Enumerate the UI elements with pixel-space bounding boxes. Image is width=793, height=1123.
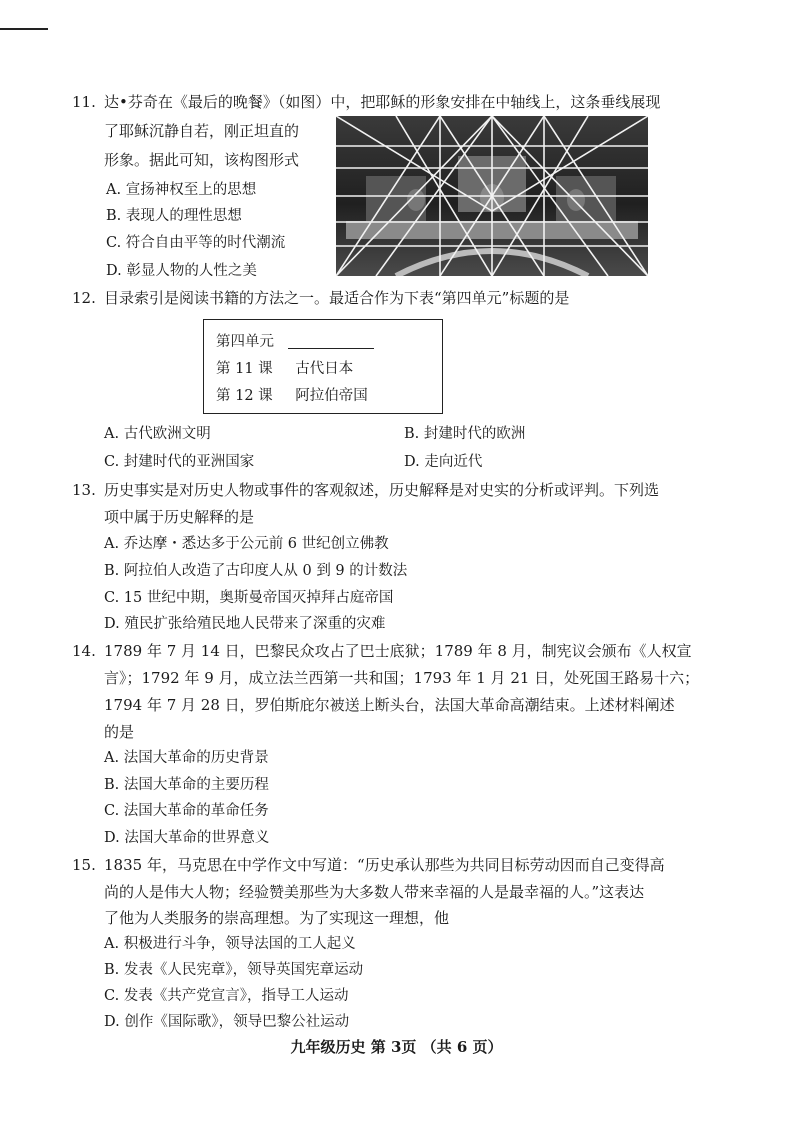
q11-option-a: A. 宣扬神权至上的思想 [106,182,257,198]
table-of-contents-box [203,319,443,414]
q11-option-b: B. 表现人的理性思想 [106,208,242,224]
q13-option-c: C. 15 世纪中期，奥斯曼帝国灭掉拜占庭帝国 [104,590,394,606]
toc-unit-row [216,332,374,352]
q15-option-d: D. 创作《国际歌》，领导巴黎公社运动 [104,1014,350,1030]
painting-composition-lines [336,116,648,276]
q15-option-b: B. 发表《人民宪章》，领导英国宪章运动 [104,962,364,978]
q11-option-d: D. 彰显人物的人性之美 [106,263,257,279]
toc-blank-line [288,348,374,349]
q12-option-d: D. 走向近代 [404,454,483,470]
q14-option-d: D. 法国大革命的世界意义 [104,830,270,846]
q12-option-c: C. 封建时代的亚洲国家 [104,454,255,470]
q15-line-3: 了他为人类服务的崇高理想。为了实现这一理想，他 [104,909,450,927]
toc-unit-label: 第四单元 [216,334,274,350]
q15-number: 15. [72,856,96,874]
q13-option-b: B. 阿拉伯人改造了古印度人从 0 到 9 的计数法 [104,563,408,579]
q15-option-a: A. 积极进行斗争，领导法国的工人起义 [104,936,356,952]
page-footer: 九年级历史 第 3页 （共 6 页） [290,1038,503,1056]
q12-text: 目录索引是阅读书籍的方法之一。最适合作为下表“第四单元”标题的是 [104,289,570,307]
toc-lesson: 第 12 课 [216,388,273,404]
q11-line-1: 达•芬奇在《最后的晚餐》（如图）中，把耶稣的形象安排在中轴线上，这条垂线展现 [104,93,661,111]
q13-line-2: 项中属于历史解释的是 [104,508,255,526]
q12-number: 12. [72,289,96,307]
q15-line-2: 尚的人是伟大人物；经验赞美那些为大多数人带来幸福的人是最幸福的人。”这表达 [104,883,645,901]
toc-title: 古代日本 [295,361,354,377]
q13-number: 13. [72,481,96,499]
q13-line-1: 历史事实是对历史人物或事件的客观叙述，历史解释是对史实的分析或评判。下列选 [104,481,660,499]
last-supper-painting [336,116,648,276]
q12-option-b: B. 封建时代的欧洲 [404,426,526,442]
q14-option-c: C. 法国大革命的革命任务 [104,803,269,819]
q14-line-3: 1794 年 7 月 28 日，罗伯斯庇尔被送上断头台，法国大革命高潮结束。上述材料阐述 [104,696,675,714]
q14-option-b: B. 法国大革命的主要历程 [104,777,269,793]
toc-row [216,359,353,379]
q12-option-a: A. 古代欧洲文明 [104,426,211,442]
q15-option-c: C. 发表《共产党宣言》，指导工人运动 [104,988,349,1004]
q14-line-1: 1789 年 7 月 14 日，巴黎民众攻占了巴士底狱；1789 年 8 月，制宪议会颁布《人权宣 [104,642,692,660]
toc-title: 阿拉伯帝国 [295,388,368,404]
toc-lesson: 第 11 课 [216,361,273,377]
q11-option-c: C. 符合自由平等的时代潮流 [106,235,286,251]
q13-option-a: A. 乔达摩・悉达多于公元前 6 世纪创立佛教 [104,536,389,552]
q14-option-a: A. 法国大革命的历史背景 [104,750,269,766]
corner-mark [0,28,48,30]
toc-row [216,386,368,406]
q14-number: 14. [72,642,96,660]
q11-line-3: 形象。据此可知，该构图形式 [104,151,300,169]
q11-number: 11. [72,93,96,111]
q14-line-4: 的是 [104,723,135,741]
q14-line-2: 言》；1792 年 9 月，成立法兰西第一共和国；1793 年 1 月 21 日，处死国王路易十六； [104,669,700,687]
q11-line-2: 了耶稣沉静自若，刚正坦直的 [104,122,300,140]
q13-option-d: D. 殖民扩张给殖民地人民带来了深重的灾难 [104,616,386,632]
q15-line-1: 1835 年，马克思在中学作文中写道：“历史承认那些为共同目标劳动因而自己变得高 [104,856,665,874]
